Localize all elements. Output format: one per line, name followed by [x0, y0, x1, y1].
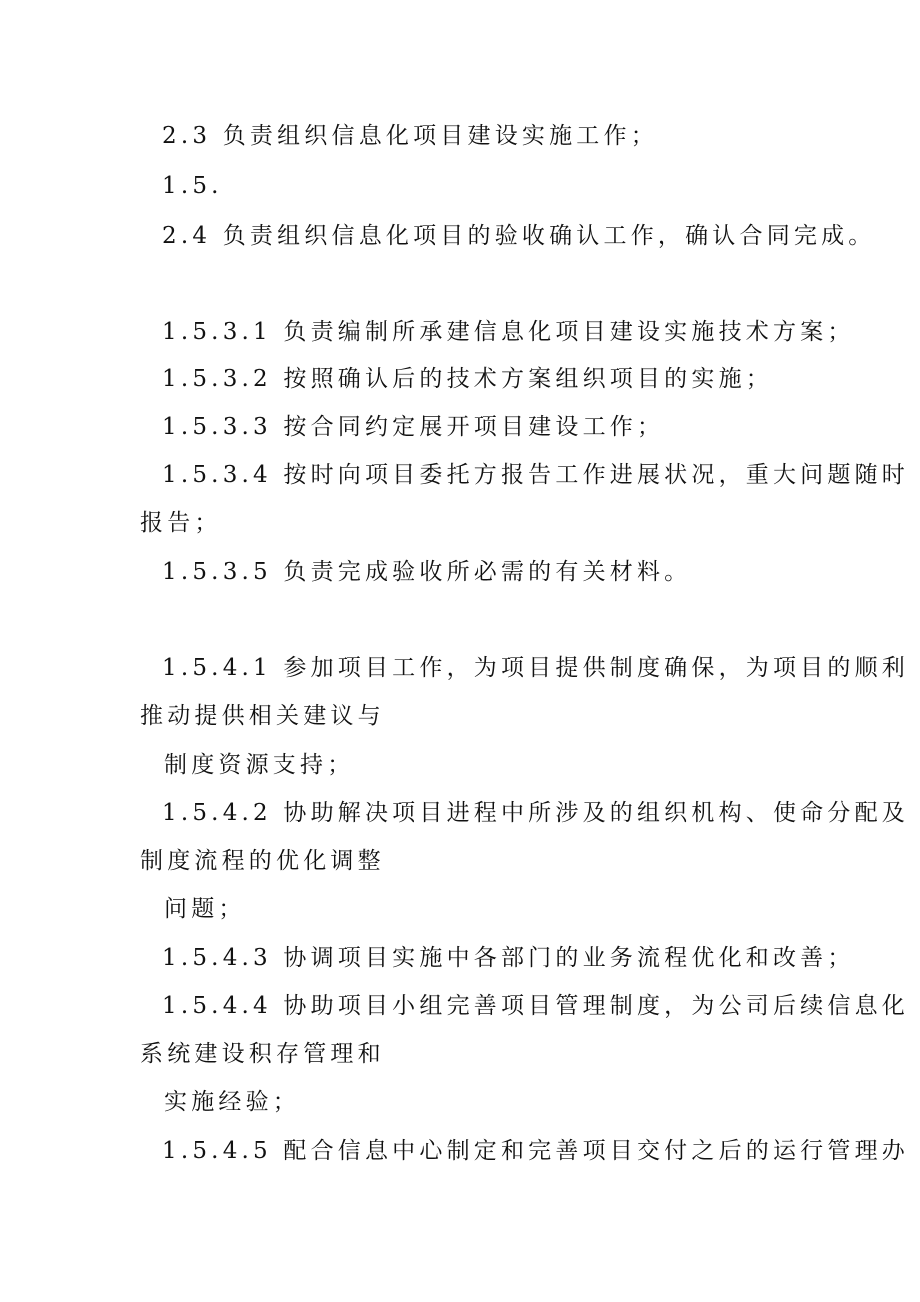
paragraph-line: 系统建设积存管理和 [140, 1041, 385, 1067]
paragraph-line: 1.5. [162, 173, 223, 199]
paragraph-line: 1.5.3.1 负责编制所承建信息化项目建设实施技术方案； [162, 319, 855, 345]
paragraph-line: 1.5.3.5 负责完成验收所必需的有关材料。 [162, 559, 692, 585]
paragraph-line: 1.5.4.5 配合信息中心制定和完善项目交付之后的运行管理办 [162, 1138, 909, 1164]
paragraph-line: 推动提供相关建议与 [140, 703, 385, 729]
paragraph-line: 实施经验； [164, 1089, 300, 1115]
paragraph-line: 2.3 负责组织信息化项目建设实施工作； [162, 123, 658, 149]
paragraph-line: 1.5.4.3 协调项目实施中各部门的业务流程优化和改善； [162, 945, 855, 971]
paragraph-line: 报告； [140, 510, 222, 536]
paragraph-line: 1.5.3.2 按照确认后的技术方案组织项目的实施； [162, 366, 773, 392]
paragraph-line: 2.4 负责组织信息化项目的验收确认工作，确认合同完成。 [162, 223, 876, 249]
paragraph-line: 制度流程的优化调整 [140, 848, 385, 874]
paragraph-line: 制度资源支持； [164, 752, 355, 778]
paragraph-line: 问题； [164, 896, 246, 922]
paragraph-line: 1.5.4.4 协助项目小组完善项目管理制度，为公司后续信息化 [162, 993, 909, 1019]
paragraph-line: 1.5.4.2 协助解决项目进程中所涉及的组织机构、使命分配及 [162, 800, 909, 826]
paragraph-line: 1.5.4.1 参加项目工作，为项目提供制度确保，为项目的顺利 [162, 655, 909, 681]
paragraph-line: 1.5.3.4 按时向项目委托方报告工作进展状况，重大问题随时 [162, 462, 909, 488]
paragraph-line: 1.5.3.3 按合同约定展开项目建设工作； [162, 414, 665, 440]
